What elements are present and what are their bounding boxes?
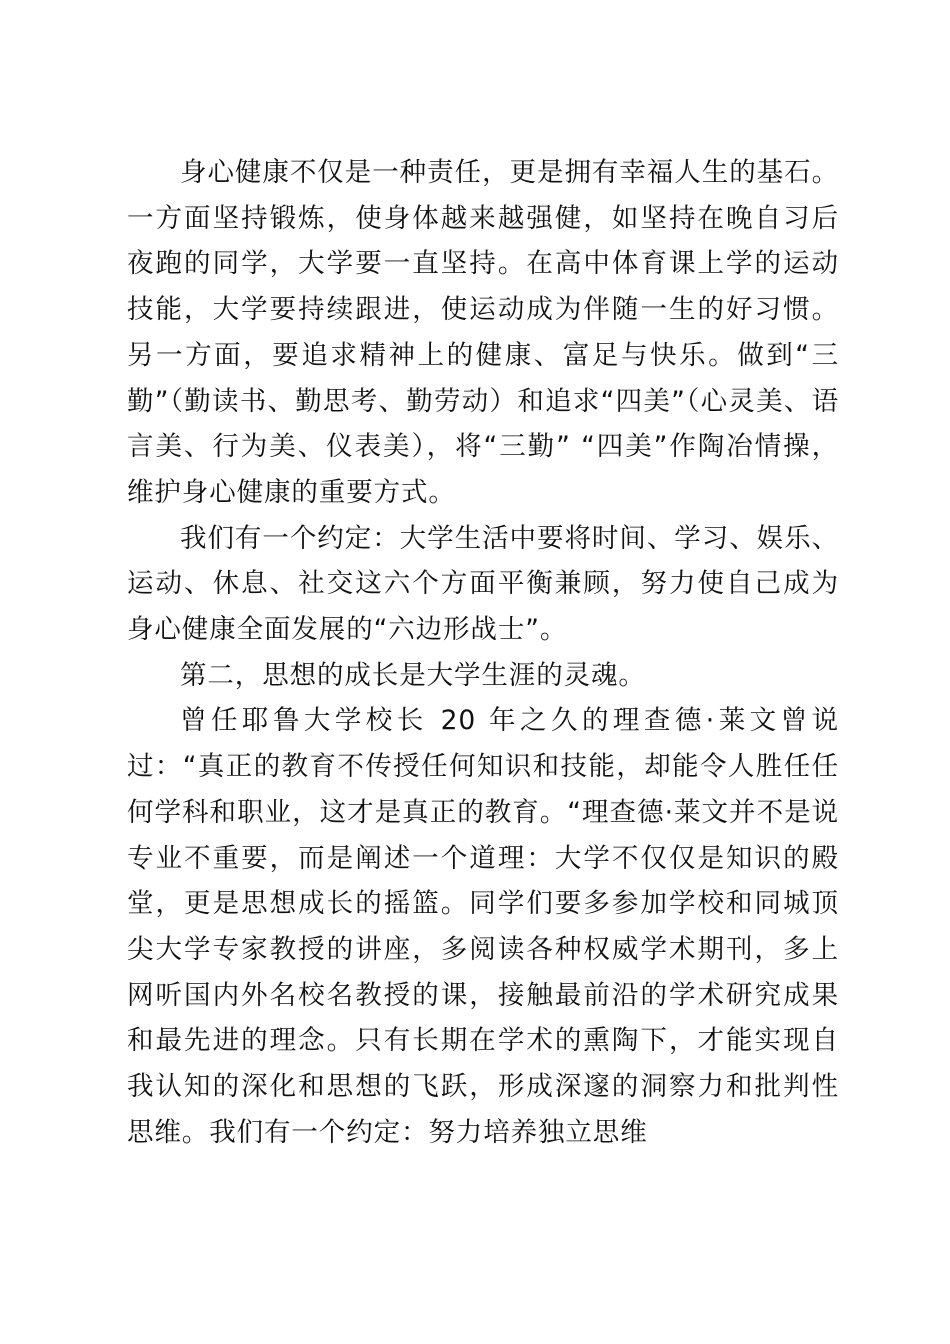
document-body bbox=[127, 150, 839, 1155]
paragraph-thought-growth: 曾任耶鲁大学校长 20 年之久的理查德·莱文曾说过：“真正的教育不传授任何知识和技能，却能令人胜任任何学科和职业，这才是真正的教育。“理查德·莱文并不是说专业不重要，而是阐述一个道理：大学不仅仅是知识的殿堂，更是思想成长的摇篮。同学们要多参加学校和同城顶尖大学专家教授的讲座，多阅读各种权威学术期刊，多上网听国内外名校名教授的课，接触最前沿的学术研究成果和最先进的理念。只有长期在学术的熏陶下，才能实现自我认知的深化和思想的飞跃，形成深邃的洞察力和批判性思维。我们有一个约定：努力培养独立思维 bbox=[127, 705, 839, 1148]
paragraph-agreement-balance: 我们有一个约定：大学生活中要将时间、学习、娱乐、运动、休息、社交这六个方面平衡兼顾，努力使自己成为身心健康全面发展的“六边形战士”。 bbox=[127, 522, 839, 646]
paragraph-section-heading-thought: 第二，思想的成长是大学生涯的灵魂。 bbox=[180, 659, 646, 691]
paragraph-health: 身心健康不仅是一种责任，更是拥有幸福人生的基石。一方面坚持锻炼，使身体越来越强健，如坚持在晚自习后夜跑的同学，大学要一直坚持。在高中体育课上学的运动技能，大学要持续跟进，使运动成为伴随一生的好习惯。另一方面，要追求精神上的健康、富足与快乐。做到“三勤”（勤读书、勤思考、勤劳动）和追求“四美”（心灵美、语言美、行为美、仪表美），将“三勤” “四美”作陶冶情操，维护身心健康的重要方式。 bbox=[127, 157, 839, 508]
